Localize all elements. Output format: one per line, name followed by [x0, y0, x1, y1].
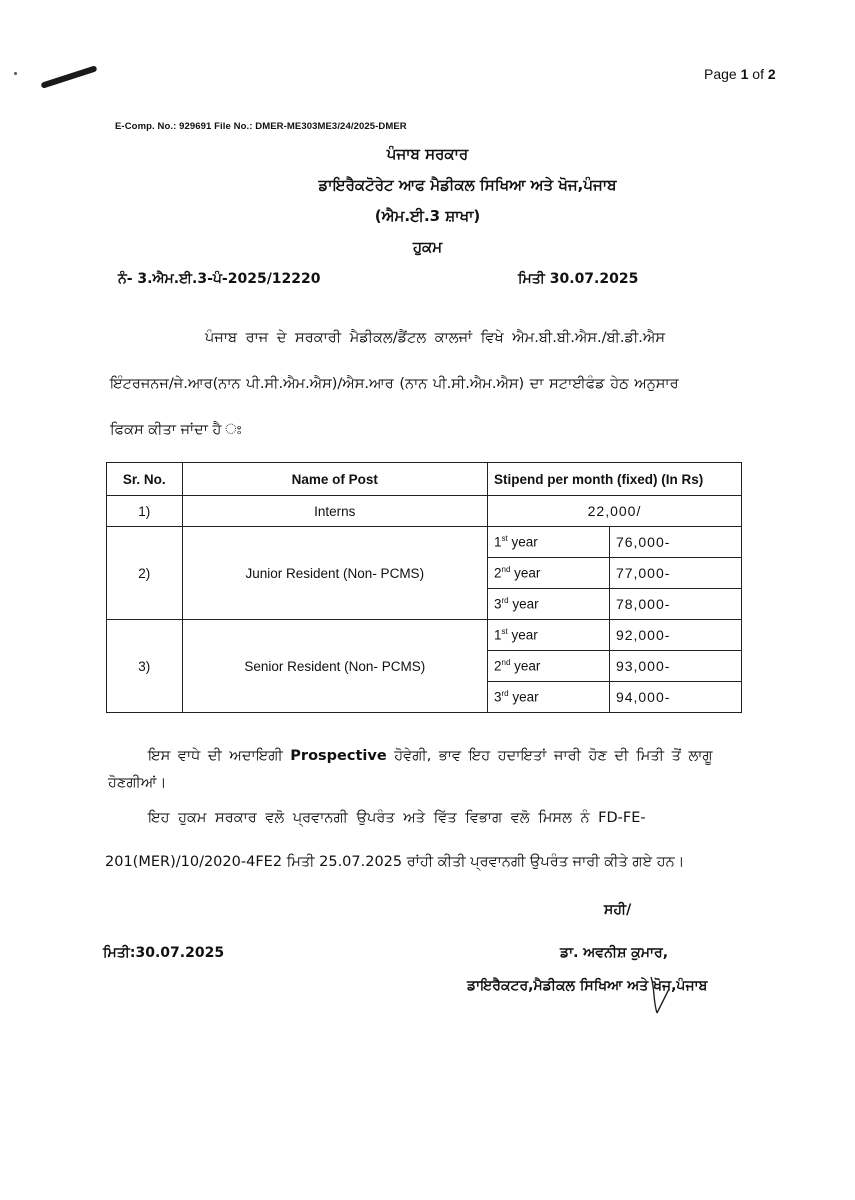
approval-line-2: 201(MER)/10/2020-4FE2 ਮਿਤੀ 25.07.2025 ਰਾਂਹੀ ਕੀਤੀ ਪ੍ਰਵਾਨਗੀ ਉਪਰੰਤ ਜਾਰੀ ਕੀਤੇ ਗਏ ਹਨ।	[105, 854, 685, 870]
amount-cell: 77,000-	[609, 558, 741, 589]
signatory-name: ਡਾ. ਅਵਨੀਸ਼ ਕੁਮਾਰ,	[560, 945, 669, 961]
order-date: ਮਿਤੀ 30.07.2025	[518, 271, 639, 287]
amount-cell: 78,000-	[609, 589, 741, 620]
amount-cell: 76,000-	[609, 527, 741, 558]
approval-line-1: ਇਹ ਹੁਕਮ ਸਰਕਾਰ ਵਲੋ ਪ੍ਰਵਾਨਗੀ ਉਪਰੰਤ ਅਤੇ ਵਿੱਤ ਵਿਭਾਗ ਵਲੋ ਮਿਸਲ ਨੰ FD-FE-	[148, 810, 646, 826]
amount-cell: 92,000-	[609, 620, 741, 651]
ecomp-file-number: E-Comp. No.: 929691 File No.: DMER-ME303ME3/24/2025-DMER	[115, 121, 407, 132]
signatory-designation: ਡਾਇਰੈਕਟਰ,ਮੈਡੀਕਲ ਸਿਖਿਆ ਅਤੇ ਖੋਜ,ਪੰਜਾਬ	[467, 978, 708, 994]
amount-cell: 94,000-	[609, 682, 741, 713]
amount-cell: 93,000-	[609, 651, 741, 682]
post-cell: Senior Resident (Non- PCMS)	[182, 620, 487, 713]
year-cell: 2nd year	[487, 558, 609, 589]
signed-mark: ਸਹੀ/	[604, 902, 632, 918]
sr-no-cell: 2)	[107, 527, 183, 620]
header-government: ਪੰਜਾਬ ਸਰਕਾਰ	[386, 145, 469, 163]
signature-scrawl	[645, 975, 675, 1015]
header-branch: (ਐਮ.ਈ.3 ਸ਼ਾਖਾ)	[374, 207, 481, 225]
reference-number: ਨੰ- 3.ਐਮ.ਈ.3-ਪੰ-2025/12220	[118, 271, 321, 287]
year-cell: 3rd year	[487, 682, 609, 713]
header-directorate: ਡਾਇਰੈਕਟੋਰੇਟ ਆਫ ਮੈਡੀਕਲ ਸਿਖਿਆ ਅਤੇ ਖੋਜ,ਪੰਜਾਬ	[318, 176, 617, 194]
year-cell: 3rd year	[487, 589, 609, 620]
stipend-table	[106, 462, 742, 713]
year-cell: 2nd year	[487, 651, 609, 682]
prospective-line-2: ਹੋਣਗੀਆਂ।	[108, 775, 167, 791]
pen-mark	[40, 65, 97, 89]
year-cell: 1st year	[487, 620, 609, 651]
signature-date: ਮਿਤੀ:30.07.2025	[103, 945, 225, 961]
sr-no-cell: 3)	[107, 620, 183, 713]
table-header-row	[107, 463, 742, 496]
year-cell: 1st year	[487, 527, 609, 558]
header-stipend: Stipend per month (fixed) (In Rs)	[487, 463, 741, 496]
intro-line-2: ਇੰਟਰਜਨਜ/ਜੇ.ਆਰ(ਨਾਨ ਪੀ.ਸੀ.ਐਮ.ਐਸ)/ਐਸ.ਆਰ (ਨਾਨ ਪੀ.ਸੀ.ਐਮ.ਐਸ) ਦਾ ਸਟਾਈਫੰਡ ਹੇਠ ਅਨੁਸਾਰ	[110, 376, 679, 392]
amount-cell: 22,000/	[487, 496, 741, 527]
page-number: Page 1 of 2	[704, 66, 776, 82]
header-order: ਹੁਕਮ	[412, 238, 443, 256]
table-row	[107, 527, 742, 558]
header-sr-no: Sr. No.	[107, 463, 183, 496]
table-row	[107, 620, 742, 651]
table-row	[107, 496, 742, 527]
header-post-name: Name of Post	[182, 463, 487, 496]
intro-line-1: ਪੰਜਾਬ ਰਾਜ ਦੇ ਸਰਕਾਰੀ ਮੈਡੀਕਲ/ਡੈਂਟਲ ਕਾਲਜਾਂ ਵਿਖੇ ਐਮ.ਬੀ.ਬੀ.ਐਸ./ਬੀ.ਡੀ.ਐਸ	[205, 330, 665, 346]
prospective-line-1: ਇਸ ਵਾਧੇ ਦੀ ਅਦਾਇਗੀ Prospective ਹੋਵੇਗੀ, ਭਾਵ ਇਹ ਹਦਾਇਤਾਂ ਜਾਰੀ ਹੋਣ ਦੀ ਮਿਤੀ ਤੋਂ ਲਾਗੂ	[148, 748, 713, 764]
intro-line-3: ਫਿਕਸ ਕੀਤਾ ਜਾਂਦਾ ਹੈ ਃ	[110, 422, 242, 438]
post-cell: Interns	[182, 496, 487, 527]
post-cell: Junior Resident (Non- PCMS)	[182, 527, 487, 620]
scan-speck	[14, 72, 17, 75]
sr-no-cell: 1)	[107, 496, 183, 527]
